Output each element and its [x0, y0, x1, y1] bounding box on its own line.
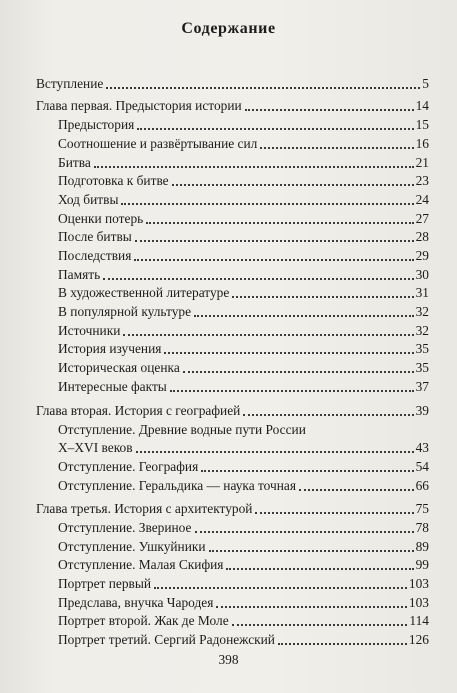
toc-entry-page: 31	[415, 285, 429, 301]
toc-entry	[58, 281, 429, 301]
toc-entry	[58, 628, 429, 648]
toc-entry-title: История изучения	[58, 341, 162, 357]
toc-entry	[58, 207, 429, 227]
dot-leader	[255, 512, 413, 514]
toc-entry-page: 103	[408, 575, 429, 591]
toc-entry	[58, 132, 429, 152]
toc-entry-title-continued: X–XVI веков	[58, 440, 133, 456]
toc-entry-title: Память	[58, 266, 101, 282]
dot-leader	[135, 240, 414, 242]
toc-entry	[58, 436, 429, 456]
toc-entry-title: Оценки потерь	[58, 210, 144, 226]
dot-leader	[183, 371, 414, 373]
dot-leader	[232, 624, 408, 626]
toc-entry-title: Глава третья. История с архитектурой	[36, 501, 253, 517]
toc-entry-title: Предслава, внучка Чародея	[58, 594, 214, 610]
toc-entry-page: 114	[409, 613, 429, 629]
toc-entry-page: 103	[408, 594, 429, 610]
dot-leader	[146, 222, 413, 224]
toc-entry	[58, 244, 429, 264]
toc-entry	[58, 225, 429, 245]
toc-entry-page: 89	[415, 538, 429, 554]
toc-entry-page: 78	[415, 519, 429, 535]
toc-entry-page: 32	[415, 304, 429, 319]
toc-entry	[58, 474, 429, 494]
page-number: 398	[218, 652, 239, 667]
toc-entry	[36, 497, 429, 517]
toc-entry-title: Историческая оценка	[58, 360, 180, 376]
toc-entry-title: Портрет первый	[58, 575, 152, 591]
dot-leader	[103, 278, 413, 280]
toc-entry	[58, 319, 429, 339]
dot-leader	[201, 470, 413, 472]
toc-entry	[58, 263, 429, 283]
toc-entry-page: 23	[415, 173, 429, 189]
toc-entry-title: Отступление. Геральдика — наука точная	[58, 477, 297, 493]
dot-leader	[299, 489, 414, 491]
toc-entry-page: 37	[415, 378, 429, 394]
dot-leader	[134, 259, 413, 261]
toc-entry-title: Отступление. Ушкуйники	[58, 538, 206, 554]
toc-entry-page: 16	[415, 135, 429, 151]
dot-leader	[245, 109, 414, 111]
dot-leader	[94, 166, 414, 168]
toc-entry-title: Глава вторая. История с географией	[36, 403, 241, 419]
toc-entry-title: Соотношение и развёртывание сил	[58, 135, 258, 151]
toc-entry	[58, 375, 429, 395]
toc-entry-page: 15	[415, 117, 429, 133]
toc-entry	[58, 572, 429, 592]
toc-entry-title: Источники	[58, 322, 121, 338]
toc-entry-title: После битвы	[58, 229, 132, 245]
page-title: Содержание	[181, 20, 276, 37]
toc-entry-title: Отступление. Древние водные пути России	[58, 421, 306, 437]
toc-entry-page: 35	[415, 341, 429, 357]
dot-leader	[278, 643, 407, 645]
dot-leader	[209, 550, 414, 552]
toc-entry-title: Отступление. Звериное	[58, 519, 192, 535]
toc-entry-title: Битва	[58, 154, 91, 170]
toc-entry-title: Ход битвы	[58, 191, 119, 207]
dot-leader	[243, 414, 413, 416]
toc-entry-title: Глава первая. Предыстория истории	[36, 98, 242, 114]
toc-entry-page: 29	[415, 247, 429, 263]
dot-leader	[216, 606, 407, 608]
toc-entry	[58, 516, 429, 536]
toc-entry-title: В популярной культуре	[58, 304, 192, 319]
dot-leader	[170, 390, 414, 392]
toc-entry-page: 54	[415, 459, 429, 475]
dot-leader	[195, 531, 414, 533]
toc-entry	[58, 591, 429, 611]
dot-leader	[123, 334, 413, 336]
toc-entry	[58, 609, 429, 629]
toc-entry	[58, 356, 429, 376]
toc-entry-title: Интересные факты	[58, 378, 167, 394]
toc-entry-page: 28	[415, 229, 429, 245]
toc-entry	[58, 113, 429, 133]
toc-entry	[58, 455, 429, 475]
toc-entry-page: 66	[415, 477, 429, 493]
toc-entry-title: Вступление	[36, 76, 104, 91]
toc-entry-page: 99	[415, 557, 429, 573]
toc-entry	[58, 151, 429, 171]
toc-entry	[36, 72, 429, 92]
dot-leader	[232, 296, 413, 298]
toc-entry-page: 5	[422, 76, 429, 91]
toc-entry	[58, 188, 429, 208]
toc-entry	[58, 300, 429, 320]
toc-entry-title: Последствия	[58, 247, 132, 263]
toc-entry-title: Портрет второй. Жак де Моле	[58, 613, 229, 629]
toc-entry-page: 32	[415, 322, 429, 338]
toc-entry-title: Отступление. Малая Скифия	[58, 557, 224, 573]
toc-entry-page: 75	[415, 501, 429, 517]
toc-entry-page: 21	[415, 154, 429, 170]
toc-entry-page: 126	[408, 632, 429, 647]
toc-entry-page: 30	[415, 266, 429, 282]
toc-entry-page: 35	[415, 360, 429, 376]
dot-leader	[137, 128, 413, 130]
toc-entry	[58, 553, 429, 573]
dot-leader	[154, 587, 407, 589]
toc-entry-title: В художественной литературе	[58, 285, 230, 301]
toc-entry	[36, 94, 429, 114]
dot-leader	[136, 451, 414, 453]
toc-entry-page: 39	[415, 403, 429, 419]
dot-leader	[172, 184, 414, 186]
toc-entry-page: 24	[415, 191, 429, 207]
dot-leader	[260, 147, 413, 149]
toc-entry-title: Предыстория	[58, 117, 135, 133]
toc-entry	[58, 169, 429, 189]
toc-entry	[36, 399, 429, 419]
dot-leader	[121, 203, 413, 205]
dot-leader	[106, 87, 420, 89]
toc-entry-page: 27	[415, 210, 429, 226]
toc-entry-title: Подготовка к битве	[58, 173, 169, 189]
toc-entry-page: 14	[415, 98, 429, 114]
dot-leader	[194, 315, 414, 317]
toc-entry-title: Отступление. География	[58, 459, 199, 475]
dot-leader	[226, 568, 413, 570]
toc-entry-title: Портрет третий. Сергий Радонежский	[58, 632, 275, 647]
dot-leader	[164, 352, 413, 354]
toc-entry	[58, 337, 429, 357]
toc-entry	[58, 535, 429, 555]
toc-entry-page: 43	[415, 440, 429, 456]
